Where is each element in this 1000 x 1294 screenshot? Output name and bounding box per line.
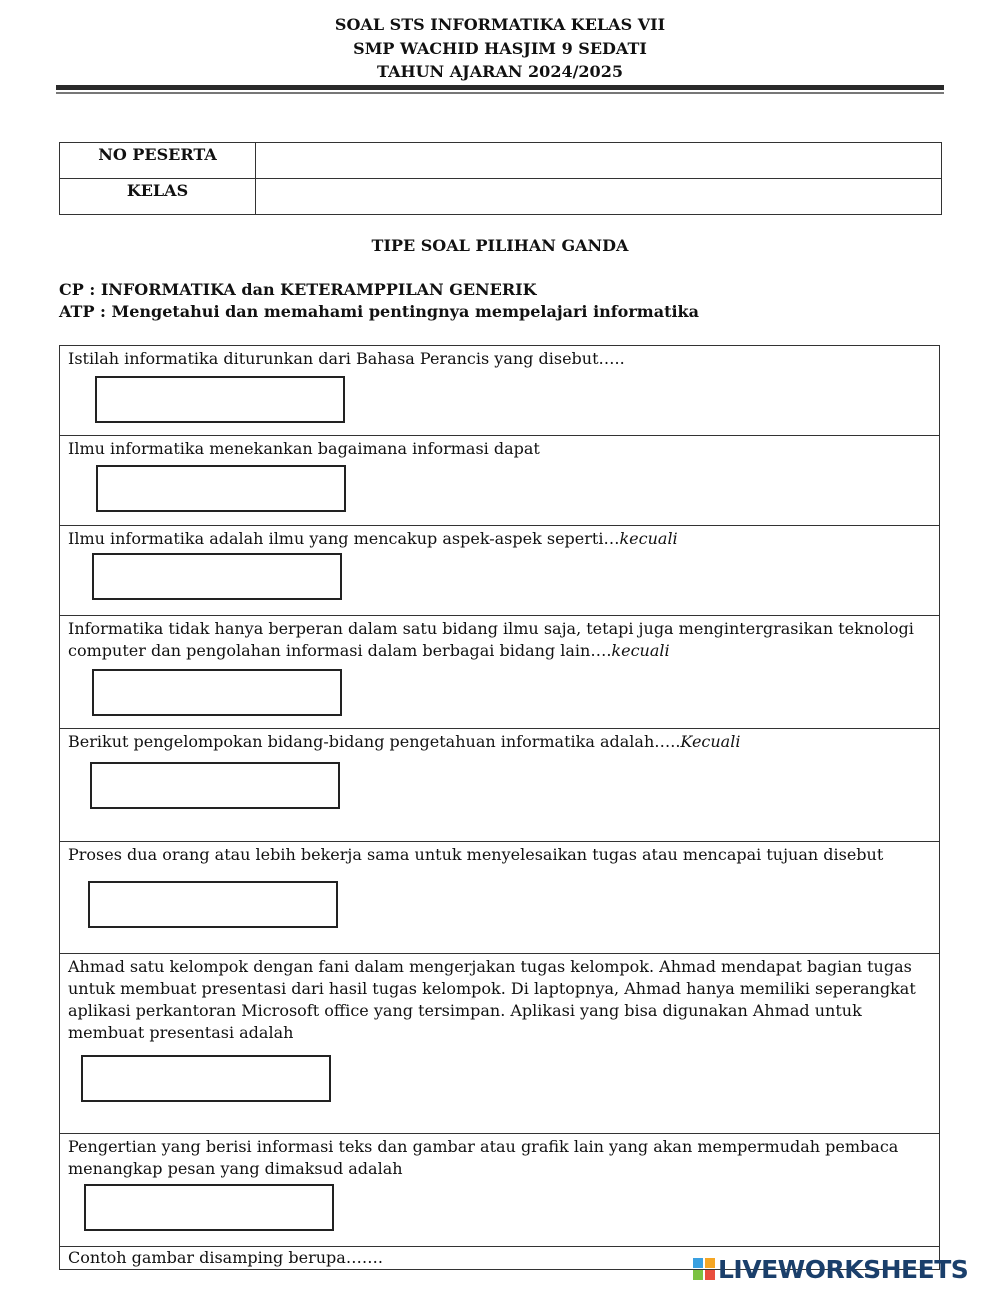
identity-table bbox=[59, 142, 942, 215]
cp-heading: CP : INFORMATIKA dan KETERAMPPILAN GENERIK bbox=[59, 280, 537, 299]
answer-box[interactable] bbox=[92, 553, 342, 600]
atp-heading: ATP : Mengetahui dan memahami pentingnya mempelajari informatika bbox=[59, 302, 699, 321]
header-title-line1: SOAL STS INFORMATIKA KELAS VII bbox=[334, 15, 666, 34]
answer-box[interactable] bbox=[88, 881, 338, 928]
question-text: Pengertian yang berisi informasi teks dan gambar atau grafik lain yang akan mempermudah pembaca menangkap pesan yang dimaksud adalah bbox=[68, 1137, 899, 1178]
question-text: Ilmu informatika adalah ilmu yang mencakup aspek-aspek seperti…kecuali bbox=[68, 529, 678, 548]
question-text: Berikut pengelompokan bidang-bidang pengetahuan informatika adalah…..Kecuali bbox=[68, 732, 741, 751]
kelas-field[interactable] bbox=[256, 179, 942, 215]
question-row bbox=[60, 436, 939, 526]
answer-box[interactable] bbox=[84, 1184, 334, 1231]
logo-text: LIVEWORKSHEETS bbox=[718, 1254, 969, 1284]
kelas-label: KELAS bbox=[60, 179, 256, 215]
question-row bbox=[60, 346, 939, 436]
section-title: TIPE SOAL PILIHAN GANDA bbox=[371, 236, 629, 255]
question-text: Contoh gambar disamping berupa……. bbox=[68, 1248, 383, 1267]
answer-box[interactable] bbox=[95, 376, 345, 423]
question-text: Istilah informatika diturunkan dari Bahasa Perancis yang disebut….. bbox=[68, 349, 625, 368]
answer-box[interactable] bbox=[92, 669, 342, 716]
document-header bbox=[0, 13, 1000, 84]
question-table bbox=[59, 345, 940, 1270]
question-row bbox=[60, 729, 939, 842]
question-row bbox=[60, 616, 939, 729]
no-peserta-field[interactable] bbox=[256, 143, 942, 179]
question-text: Proses dua orang atau lebih bekerja sama untuk menyelesaikan tugas atau mencapai tujuan disebut bbox=[68, 845, 884, 864]
logo-icon bbox=[693, 1258, 715, 1280]
header-divider-thin bbox=[56, 92, 944, 94]
header-divider-thick bbox=[56, 85, 944, 90]
header-year-line: TAHUN AJARAN 2024/2025 bbox=[377, 62, 623, 81]
no-peserta-label: NO PESERTA bbox=[60, 143, 256, 179]
question-text: Informatika tidak hanya berperan dalam satu bidang ilmu saja, tetapi juga mengintergrasikan teknologi computer dan pengolahan informasi dalam berbagai bidang lain….kecuali bbox=[68, 619, 914, 660]
identity-row-kelas bbox=[60, 179, 942, 215]
question-row bbox=[60, 954, 939, 1134]
answer-box[interactable] bbox=[90, 762, 340, 809]
question-row bbox=[60, 842, 939, 954]
question-row bbox=[60, 526, 939, 616]
question-text: Ahmad satu kelompok dengan fani dalam mengerjakan tugas kelompok. Ahmad mendapat bagian tugas untuk membuat presentasi dari hasil tugas kelompok. Di laptopnya, Ahmad hanya memiliki seperangkat aplikasi perkantoran Microsoft office yang tersimpan. Aplikasi yang bisa digunakan Ahmad untuk membuat presentasi adalah bbox=[68, 957, 916, 1042]
question-text: Ilmu informatika menekankan bagaimana informasi dapat bbox=[68, 439, 540, 458]
answer-box[interactable] bbox=[96, 465, 346, 512]
header-school-line: SMP WACHID HASJIM 9 SEDATI bbox=[353, 38, 647, 58]
question-row bbox=[60, 1134, 939, 1247]
answer-box[interactable] bbox=[81, 1055, 331, 1102]
liveworksheets-logo bbox=[693, 1255, 968, 1283]
identity-row-no-peserta bbox=[60, 143, 942, 179]
